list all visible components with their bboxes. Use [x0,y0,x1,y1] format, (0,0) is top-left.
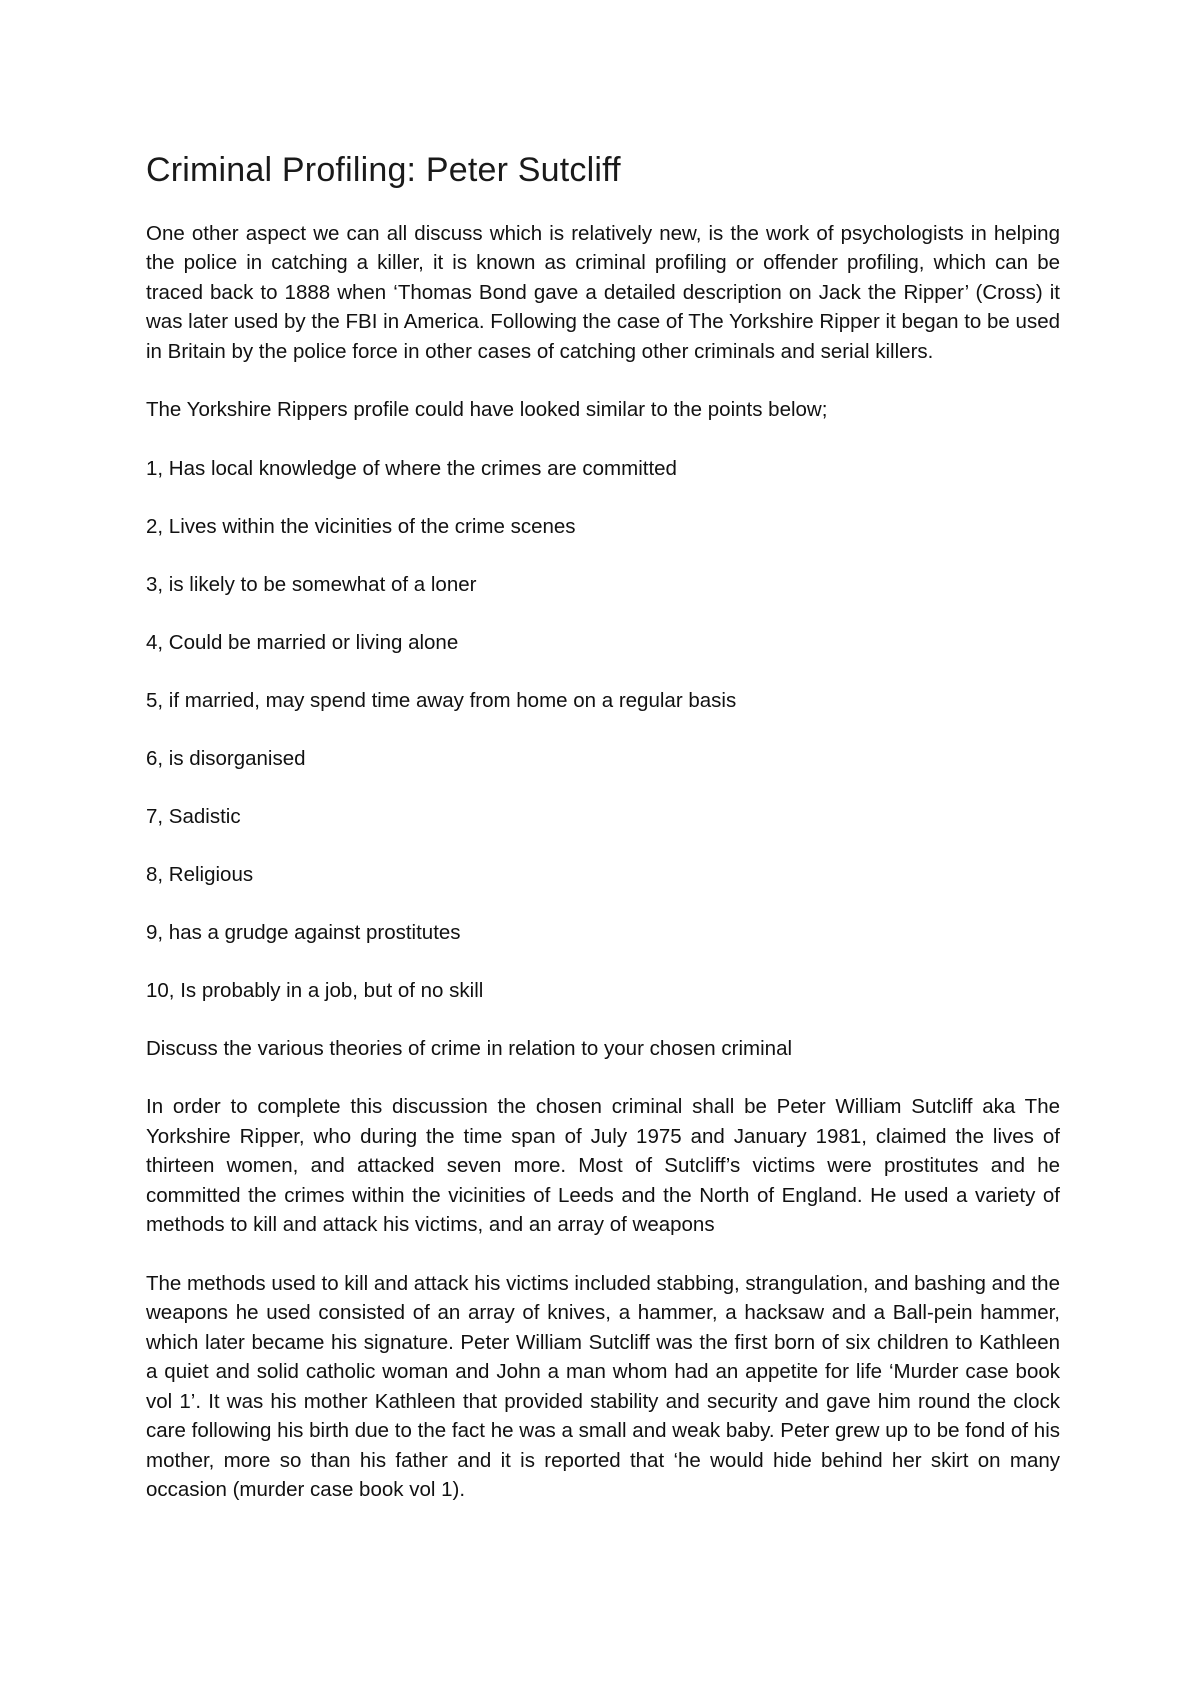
list-item: 8, Religious [146,862,254,886]
profile-points-list [146,454,1060,1006]
body-paragraph-2: In order to complete this discussion the chosen criminal shall be Peter William Sutcliff aka The Yorkshire Ripper, who during the time span of July 1975 and January 1981, claimed the lives of thirteen women, and attacked seven more. Most of Sutcliff’s victims were prostitutes and he committed the crimes within the vicinities of Leeds and the North of England. He used a variety of methods to kill and attack his victims, and an array of weapons [146,1095,1060,1237]
list-item: 1, Has local knowledge of where the crimes are committed [146,456,677,480]
intro-paragraph: One other aspect we can all discuss which is relatively new, is the work of psychologists in helping the police in catching a killer, it is known as criminal profiling or offender profiling, which can be traced back to 1888 when ‘Thomas Bond gave a detailed description on Jack the Ripper’ (Cross) it was later used by the FBI in America. Following the case of The Yorkshire Ripper it began to be used in Britain by the police force in other cases of catching other criminals and serial killers. [146,221,1060,363]
list-item: 7, Sadistic [146,804,241,828]
body-paragraph-3: The methods used to kill and attack his victims included stabbing, strangulation, and bashing and the weapons he used consisted of an array of knives, a hammer, a hacksaw and a Ball-pein hammer, which later became his signature. Peter William Sutcliff was the first born of six children to Kathleen a quiet and solid catholic woman and John a man whom had an appetite for life ‘Murder case book vol 1’. It was his mother Kathleen that provided stability and security and gave him round the clock care following his birth due to the fact he was a small and weak baby. Peter grew up to be fond of his mother, more so than his father and it is reported that ‘he would hide behind her skirt on many occasion (murder case book vol 1). [146,1271,1060,1502]
list-item: 4, Could be married or living alone [146,630,459,654]
list-item: 9, has a grudge against prostitutes [146,920,461,944]
list-item: 5, if married, may spend time away from home on a regular basis [146,688,737,712]
list-item: 3, is likely to be somewhat of a loner [146,572,477,596]
list-item: 2, Lives within the vicinities of the crime scenes [146,514,576,538]
document-title: Criminal Profiling: Peter Sutcliff [146,151,621,189]
list-item: 6, is disorganised [146,746,306,770]
list-item: 10, Is probably in a job, but of no skill [146,978,484,1002]
profile-lead-paragraph: The Yorkshire Rippers profile could have looked similar to the points below; [146,398,828,422]
discussion-question: Discuss the various theories of crime in relation to your chosen criminal [146,1036,793,1060]
document-body [146,150,1060,1534]
